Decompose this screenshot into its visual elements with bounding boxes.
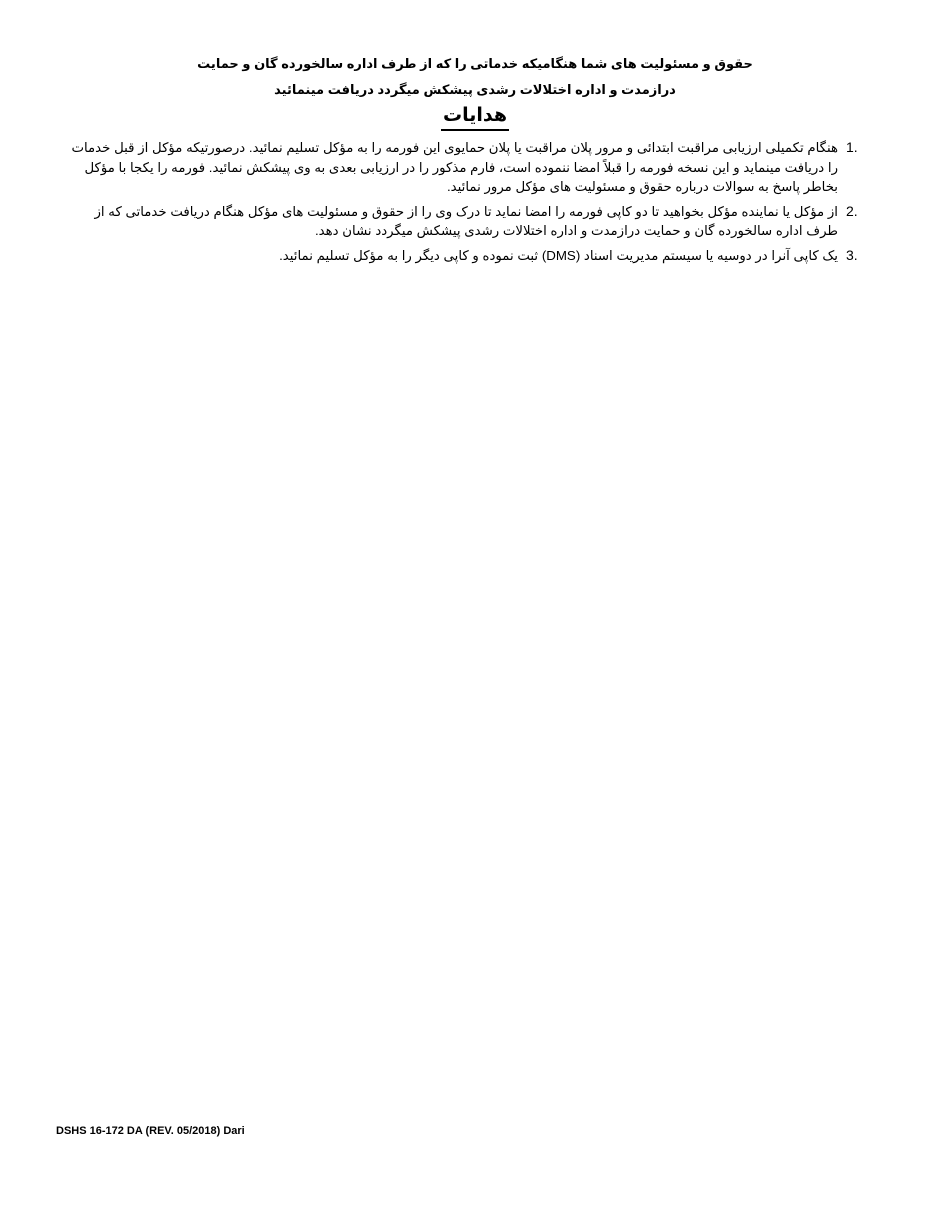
instruction-number: 3. xyxy=(846,246,858,263)
instruction-text: یک کاپی آنرا در دوسیه یا سیستم مدیریت اسناد (DMS) ثبت نموده و کاپی دیگر را به مؤکل تسلیم نمائید. xyxy=(279,247,838,263)
instruction-text: هنگام تکمیلی ارزیابی مراقبت ابتدائی و مرور پلان مراقبت یا پلان حمایوی این فورمه را به مؤکل تسلیم نمائید. درصورتیکه مؤکل از قبل خدمات را دریافت مینماید و این نسخه فورمه را قبلاً امضا ننموده است، فارم مذکور را در ارزیابی بعدی به وی پیشکش نمائید. فورمه را یکجا با مؤکل بخاطر پاسخ به سوالات درباره حقوق و مسئولیت های مؤکل مرور نمائید. xyxy=(71,140,838,194)
instructions-heading xyxy=(0,104,950,131)
instructions-list xyxy=(62,138,872,270)
instruction-item xyxy=(62,202,872,241)
instruction-item xyxy=(62,246,872,266)
instruction-text: از مؤکل یا نماینده مؤکل بخواهید تا دو کاپی فورمه را امضا نماید تا درک وی را از حقوق و مسئولیت های مؤکل هنگام دریافت خدماتی که از طرف اداره سالخورده گان و حمایت درازمدت و اداره اختلالات رشدی پیشکش میگردد نشان دهد. xyxy=(94,203,838,238)
instruction-number: 2. xyxy=(846,202,858,219)
form-number-footer: DSHS 16-172 DA (REV. 05/2018) Dari xyxy=(56,1125,245,1137)
instruction-number: 1. xyxy=(846,139,858,155)
instructions-heading-text: هدایات xyxy=(441,104,509,131)
instruction-item xyxy=(62,138,872,197)
document-title-line-2: درازمدت و اداره اختلالات رشدی پیشکش میگردد دریافت مینمائید xyxy=(274,82,676,97)
document-title-line-1: حقوق و مسئولیت های شما هنگامیکه خدماتی را که از طرف اداره سالخورده گان و حمایت xyxy=(197,56,753,71)
